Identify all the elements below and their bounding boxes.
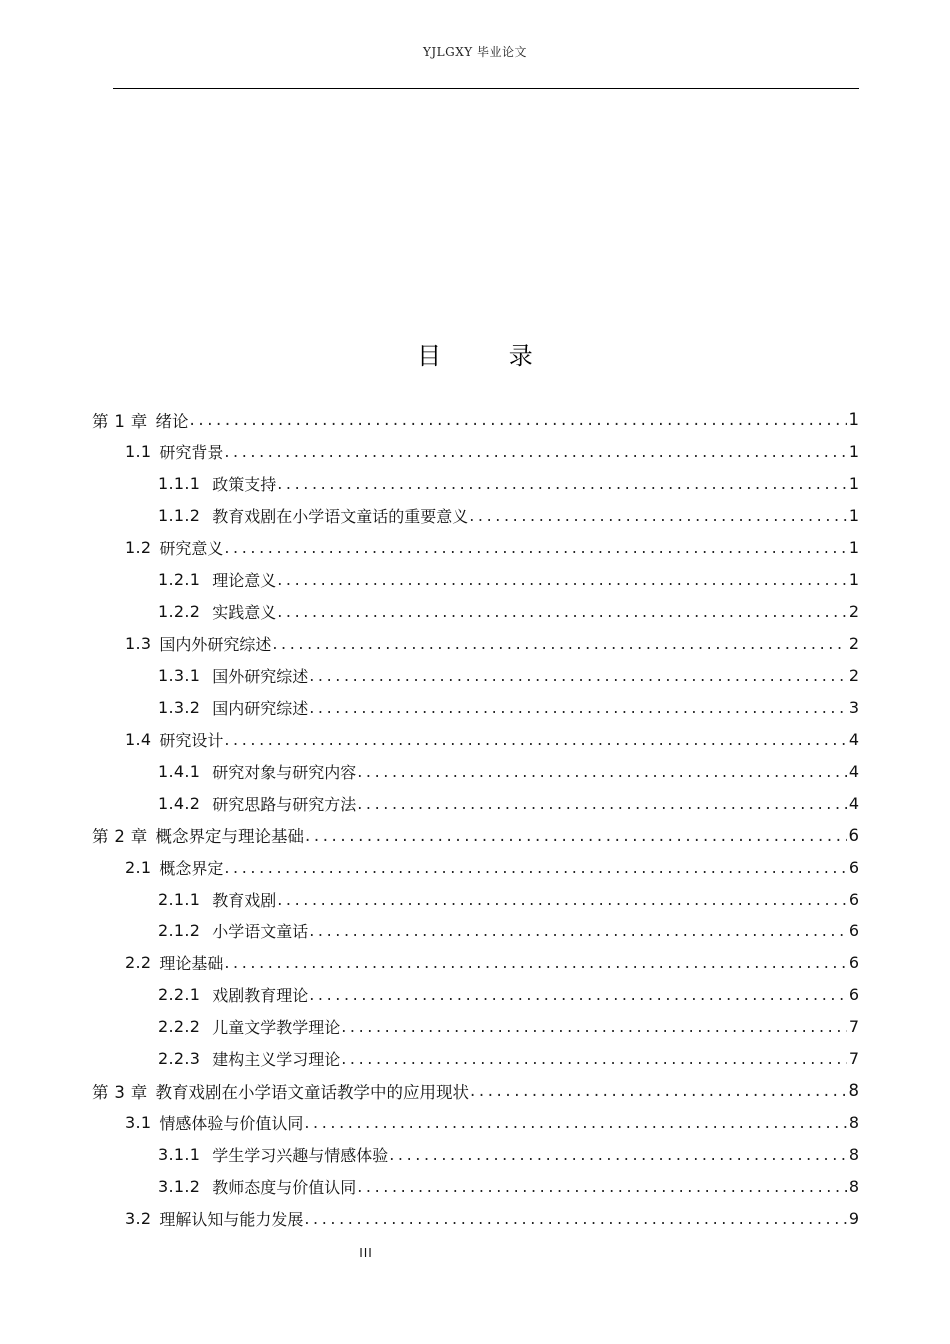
toc-entry-number: 2.2 bbox=[125, 953, 152, 973]
toc-entry-number: 1.3 bbox=[125, 634, 152, 654]
toc-entry[interactable] bbox=[92, 436, 859, 468]
toc-entry-title: 研究设计 bbox=[159, 730, 224, 750]
toc-entry-number: 1.2 bbox=[125, 538, 152, 558]
toc-entry[interactable] bbox=[92, 755, 859, 787]
toc-entry[interactable] bbox=[92, 500, 859, 532]
toc-dot-leader bbox=[304, 1113, 846, 1132]
toc-dot-leader bbox=[224, 442, 846, 461]
toc-dot-leader bbox=[309, 698, 847, 717]
toc-dot-leader bbox=[341, 1049, 847, 1068]
toc-dot-leader bbox=[277, 602, 847, 621]
toc-entry-title: 绪论 bbox=[155, 411, 189, 431]
toc-entry-title: 儿童文学教学理论 bbox=[212, 1018, 341, 1038]
toc-entry-title: 情感体验与价值认同 bbox=[159, 1114, 304, 1134]
toc-entry-page: 8 bbox=[848, 1081, 859, 1101]
toc-entry[interactable] bbox=[92, 532, 859, 564]
toc-entry-page: 1 bbox=[848, 506, 859, 526]
toc-entry-page: 8 bbox=[848, 1145, 859, 1165]
toc-dot-leader bbox=[272, 634, 846, 653]
toc-entry-page: 1 bbox=[848, 442, 859, 462]
toc-entry[interactable] bbox=[92, 1139, 859, 1171]
toc-entry-title: 理解认知与能力发展 bbox=[159, 1209, 304, 1229]
toc-entry-number: 1.4 bbox=[125, 729, 152, 749]
toc-entry-number: 1.2.2 bbox=[158, 602, 201, 622]
toc-entry-page: 9 bbox=[848, 1208, 859, 1228]
toc-entry-page: 6 bbox=[848, 857, 859, 877]
toc-entry-page: 4 bbox=[848, 729, 859, 749]
toc-entry-page: 1 bbox=[848, 538, 859, 558]
toc-dot-leader bbox=[224, 730, 846, 749]
toc-entry-number: 第 2 章 bbox=[92, 827, 148, 847]
toc-entry-page: 2 bbox=[848, 602, 859, 622]
toc-entry-number: 1.2.1 bbox=[158, 570, 201, 590]
toc-entry-title: 国内研究综述 bbox=[212, 698, 309, 718]
toc-entry-number: 2.2.3 bbox=[158, 1049, 201, 1069]
toc-entry-number: 2.1.1 bbox=[158, 889, 201, 909]
toc-dot-leader bbox=[389, 1145, 847, 1164]
toc-entry[interactable] bbox=[92, 915, 859, 947]
toc-entry[interactable] bbox=[92, 723, 859, 755]
toc-entry-number: 1.1.1 bbox=[158, 474, 201, 494]
toc-entry[interactable] bbox=[92, 1107, 859, 1139]
toc-entry-number: 1.3.1 bbox=[158, 665, 201, 685]
toc-entry-title: 理论基础 bbox=[159, 954, 224, 974]
toc-entry[interactable] bbox=[92, 596, 859, 628]
toc-entry-title: 学生学习兴趣与情感体验 bbox=[212, 1146, 389, 1166]
toc-entry-page: 1 bbox=[848, 570, 859, 590]
toc-entry-page: 6 bbox=[848, 985, 859, 1005]
toc-entry-page: 8 bbox=[848, 1176, 859, 1196]
toc-dot-leader bbox=[304, 1209, 846, 1228]
toc-entry-title: 教育戏剧在小学语文童话教学中的应用现状 bbox=[155, 1082, 469, 1102]
toc-dot-leader bbox=[469, 506, 847, 525]
toc-entry-page: 6 bbox=[848, 953, 859, 973]
toc-entry[interactable] bbox=[92, 851, 859, 883]
toc-entry-page: 8 bbox=[848, 1113, 859, 1133]
toc-dot-leader bbox=[224, 538, 846, 557]
page-number: III bbox=[359, 1246, 373, 1260]
toc-entry-title: 概念界定 bbox=[159, 858, 224, 878]
toc-entry-title: 研究思路与研究方法 bbox=[212, 794, 357, 814]
toc-dot-leader bbox=[309, 985, 847, 1004]
toc-entry[interactable] bbox=[92, 819, 859, 851]
toc-entry-page: 7 bbox=[848, 1049, 859, 1069]
toc-entry-number: 3.1 bbox=[125, 1113, 152, 1133]
toc-entry[interactable] bbox=[92, 947, 859, 979]
toc-entry-number: 3.2 bbox=[125, 1208, 152, 1228]
toc-entry-page: 1 bbox=[848, 474, 859, 494]
toc-dot-leader bbox=[341, 1017, 847, 1036]
toc-dot-leader bbox=[357, 762, 847, 781]
toc-entry-number: 1.4.1 bbox=[158, 761, 201, 781]
running-header: YJLGXY 毕业论文 bbox=[422, 45, 528, 59]
toc-entry-page: 4 bbox=[848, 761, 859, 781]
toc-entry[interactable] bbox=[92, 564, 859, 596]
toc-entry-number: 1.4.2 bbox=[158, 793, 201, 813]
toc-entry-page: 2 bbox=[848, 665, 859, 685]
toc-entry-title: 理论意义 bbox=[212, 571, 277, 591]
toc-entry[interactable] bbox=[92, 468, 859, 500]
toc-entry-number: 1.1 bbox=[125, 442, 152, 462]
toc-entry-title: 教育戏剧在小学语文童话的重要意义 bbox=[212, 507, 469, 527]
toc-entry-number: 3.1.2 bbox=[158, 1176, 201, 1196]
toc-entry[interactable] bbox=[92, 787, 859, 819]
toc-entry-title: 小学语文童话 bbox=[212, 922, 309, 942]
toc-entry-number: 2.2.1 bbox=[158, 985, 201, 1005]
toc-entry-page: 6 bbox=[848, 825, 859, 845]
toc-entry-title: 建构主义学习理论 bbox=[212, 1050, 341, 1070]
toc-entry-page: 6 bbox=[848, 921, 859, 941]
toc-entry[interactable] bbox=[92, 883, 859, 915]
toc-entry-title: 研究对象与研究内容 bbox=[212, 762, 357, 782]
toc-entry-title: 国外研究综述 bbox=[212, 666, 309, 686]
toc-entry-number: 3.1.1 bbox=[158, 1145, 201, 1165]
toc-entry-title: 国内外研究综述 bbox=[159, 635, 272, 655]
toc-dot-leader bbox=[357, 1177, 847, 1196]
table-of-contents bbox=[92, 404, 859, 1234]
toc-entry-number: 1.1.2 bbox=[158, 506, 201, 526]
toc-entry-number: 2.2.2 bbox=[158, 1017, 201, 1037]
toc-entry-number: 第 3 章 bbox=[92, 1082, 148, 1102]
toc-entry[interactable] bbox=[92, 1202, 859, 1234]
toc-dot-leader bbox=[277, 474, 847, 493]
toc-entry-page: 7 bbox=[848, 1017, 859, 1037]
toc-dot-leader bbox=[277, 890, 847, 909]
toc-entry-page: 6 bbox=[848, 889, 859, 909]
toc-dot-leader bbox=[277, 570, 847, 589]
toc-entry-title: 教师态度与价值认同 bbox=[212, 1177, 357, 1197]
toc-entry-number: 2.1.2 bbox=[158, 921, 201, 941]
toc-entry-title: 概念界定与理论基础 bbox=[155, 827, 304, 847]
toc-entry[interactable] bbox=[92, 1075, 859, 1107]
toc-entry-page: 2 bbox=[848, 634, 859, 654]
toc-entry[interactable] bbox=[92, 691, 859, 723]
toc-entry[interactable] bbox=[92, 1043, 859, 1075]
toc-entry[interactable] bbox=[92, 660, 859, 692]
toc-entry[interactable] bbox=[92, 404, 859, 436]
toc-title: 目 录 bbox=[417, 342, 563, 370]
toc-dot-leader bbox=[309, 666, 847, 685]
toc-dot-leader bbox=[357, 794, 847, 813]
toc-dot-leader bbox=[305, 826, 847, 845]
toc-entry-page: 3 bbox=[848, 697, 859, 717]
toc-entry-title: 教育戏剧 bbox=[212, 890, 277, 910]
toc-dot-leader bbox=[224, 953, 846, 972]
toc-dot-leader bbox=[470, 1081, 847, 1100]
toc-entry-title: 实践意义 bbox=[212, 603, 277, 623]
toc-dot-leader bbox=[224, 858, 846, 877]
toc-entry-page: 4 bbox=[848, 793, 859, 813]
toc-dot-leader bbox=[309, 921, 847, 940]
toc-entry[interactable] bbox=[92, 1011, 859, 1043]
toc-dot-leader bbox=[190, 410, 847, 429]
toc-entry-number: 第 1 章 bbox=[92, 411, 148, 431]
toc-entry-number: 1.3.2 bbox=[158, 697, 201, 717]
toc-entry-title: 戏剧教育理论 bbox=[212, 986, 309, 1006]
toc-entry-title: 研究意义 bbox=[159, 539, 224, 559]
header-divider bbox=[113, 88, 859, 89]
toc-entry[interactable] bbox=[92, 628, 859, 660]
toc-entry-number: 2.1 bbox=[125, 857, 152, 877]
toc-entry[interactable] bbox=[92, 979, 859, 1011]
toc-entry-page: 1 bbox=[848, 410, 859, 430]
toc-entry-title: 研究背景 bbox=[159, 443, 224, 463]
toc-entry[interactable] bbox=[92, 1171, 859, 1203]
toc-entry-title: 政策支持 bbox=[212, 475, 277, 495]
